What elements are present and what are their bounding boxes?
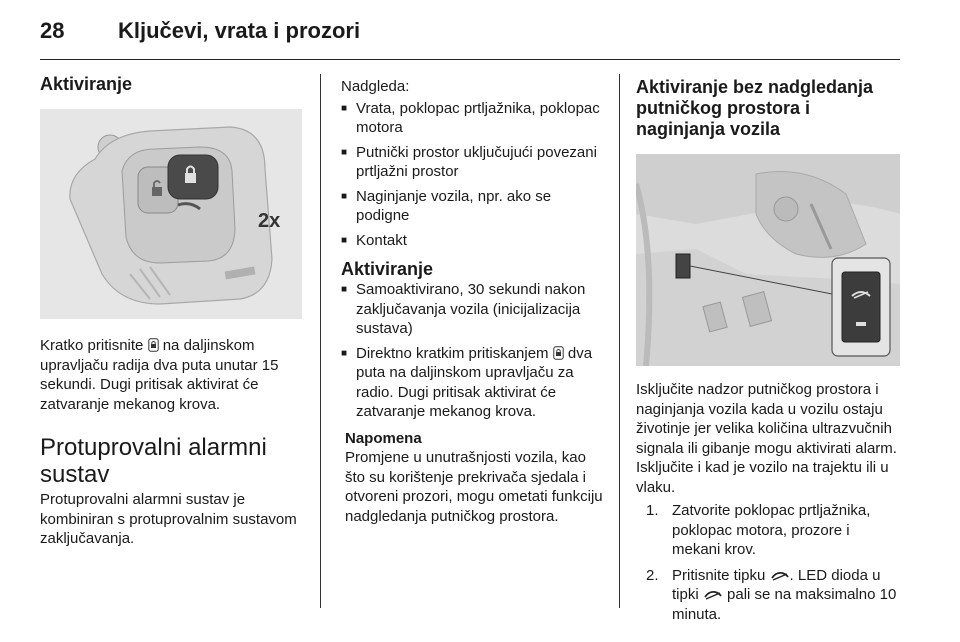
list-item: ■ Kontakt bbox=[341, 231, 605, 251]
key-fob-figure bbox=[40, 109, 302, 319]
list-item: ■ Samoaktivirano, 30 sekundi nakon zaključavanja vozila (inicijalizacija sustava) bbox=[341, 280, 605, 339]
section-heading-alarm: Protuprovalni alarmni sustav bbox=[40, 434, 267, 488]
column-1 bbox=[40, 74, 304, 549]
activation-paragraph bbox=[40, 336, 304, 414]
monitors-intro: Nadgleda: bbox=[341, 78, 410, 95]
note-text: Promjene u unutrašnjosti vozila, kao što su korištenje prekrivača sjedala i otvoreni prozori, mogu ometati funkciju nadgledanja putničkog prostora. bbox=[345, 449, 603, 525]
section-heading-activation-2: Aktiviranje bbox=[341, 259, 434, 279]
press-count-label: 2x bbox=[258, 210, 281, 232]
section-heading-activation: Aktiviranje bbox=[40, 74, 133, 94]
without-monitoring-paragraph: Isključite nadzor putničkog prostora i naginjanja vozila kada u vozilu ostaju životinje jer velika količina ultrazvučnih signala ili gibanje mogu aktivirati alarm. Isključite i kad je vozilo na trajektu ili u vlaku. bbox=[636, 381, 897, 496]
column-2 bbox=[341, 74, 605, 526]
car-tilt-icon bbox=[770, 570, 790, 582]
section-heading-without-monitoring: Aktiviranje bez nadgledanja putničkog prostora i naginjanja vozila bbox=[636, 77, 874, 139]
column-3 bbox=[636, 74, 902, 630]
column-divider-2 bbox=[619, 74, 620, 608]
column-divider-1 bbox=[320, 74, 321, 608]
car-tilt-icon bbox=[703, 589, 723, 601]
list-item: ■ Direktno kratkim pritiskanjem dva puta na daljinskom upravljaču za radio. Dugi pritisak aktivirat će zatvaranje mekanog krova. bbox=[341, 344, 605, 422]
steps-list bbox=[636, 501, 902, 624]
list-item: ■ Naginjanje vozila, npr. ako se podigne bbox=[341, 187, 605, 226]
note-box bbox=[341, 429, 605, 527]
alarm-paragraph: Protuprovalni alarmni sustav je kombiniran s protuprovalnim sustavom zaključavanja. bbox=[40, 491, 297, 547]
interior-illustration bbox=[636, 154, 900, 366]
monitor-list bbox=[341, 99, 605, 251]
list-item: ■ Vrata, poklopac prtljažnika, poklopac motora bbox=[341, 99, 605, 138]
interior-button-figure bbox=[636, 154, 900, 366]
header-rule bbox=[40, 59, 900, 60]
list-item: 1. Zatvorite poklopac prtljažnika, poklopac motora, prozore i mekani krov. bbox=[646, 502, 871, 558]
activation-text-before: Kratko pritisnite bbox=[40, 337, 144, 354]
list-item: ■ Putnički prostor uključujući povezani prtljažni prostor bbox=[341, 143, 605, 182]
page-number: 28 bbox=[40, 18, 65, 43]
list-item: 2. Pritisnite tipku . LED dioda u tipki pali se na maksimalno 10 minuta. bbox=[646, 566, 897, 623]
page-header bbox=[40, 18, 360, 48]
chapter-title: Ključevi, vrata i prozori bbox=[118, 18, 361, 43]
activation-text-after: na daljinskom upravljaču radija dva puta unutar 15 sekundi. Dugi pritisak aktivirat će zatvaranje mekanog krova. bbox=[40, 337, 279, 413]
lock-icon bbox=[553, 346, 564, 360]
note-title: Napomena bbox=[345, 429, 422, 447]
activation-list bbox=[341, 280, 605, 422]
lock-icon bbox=[148, 338, 159, 352]
